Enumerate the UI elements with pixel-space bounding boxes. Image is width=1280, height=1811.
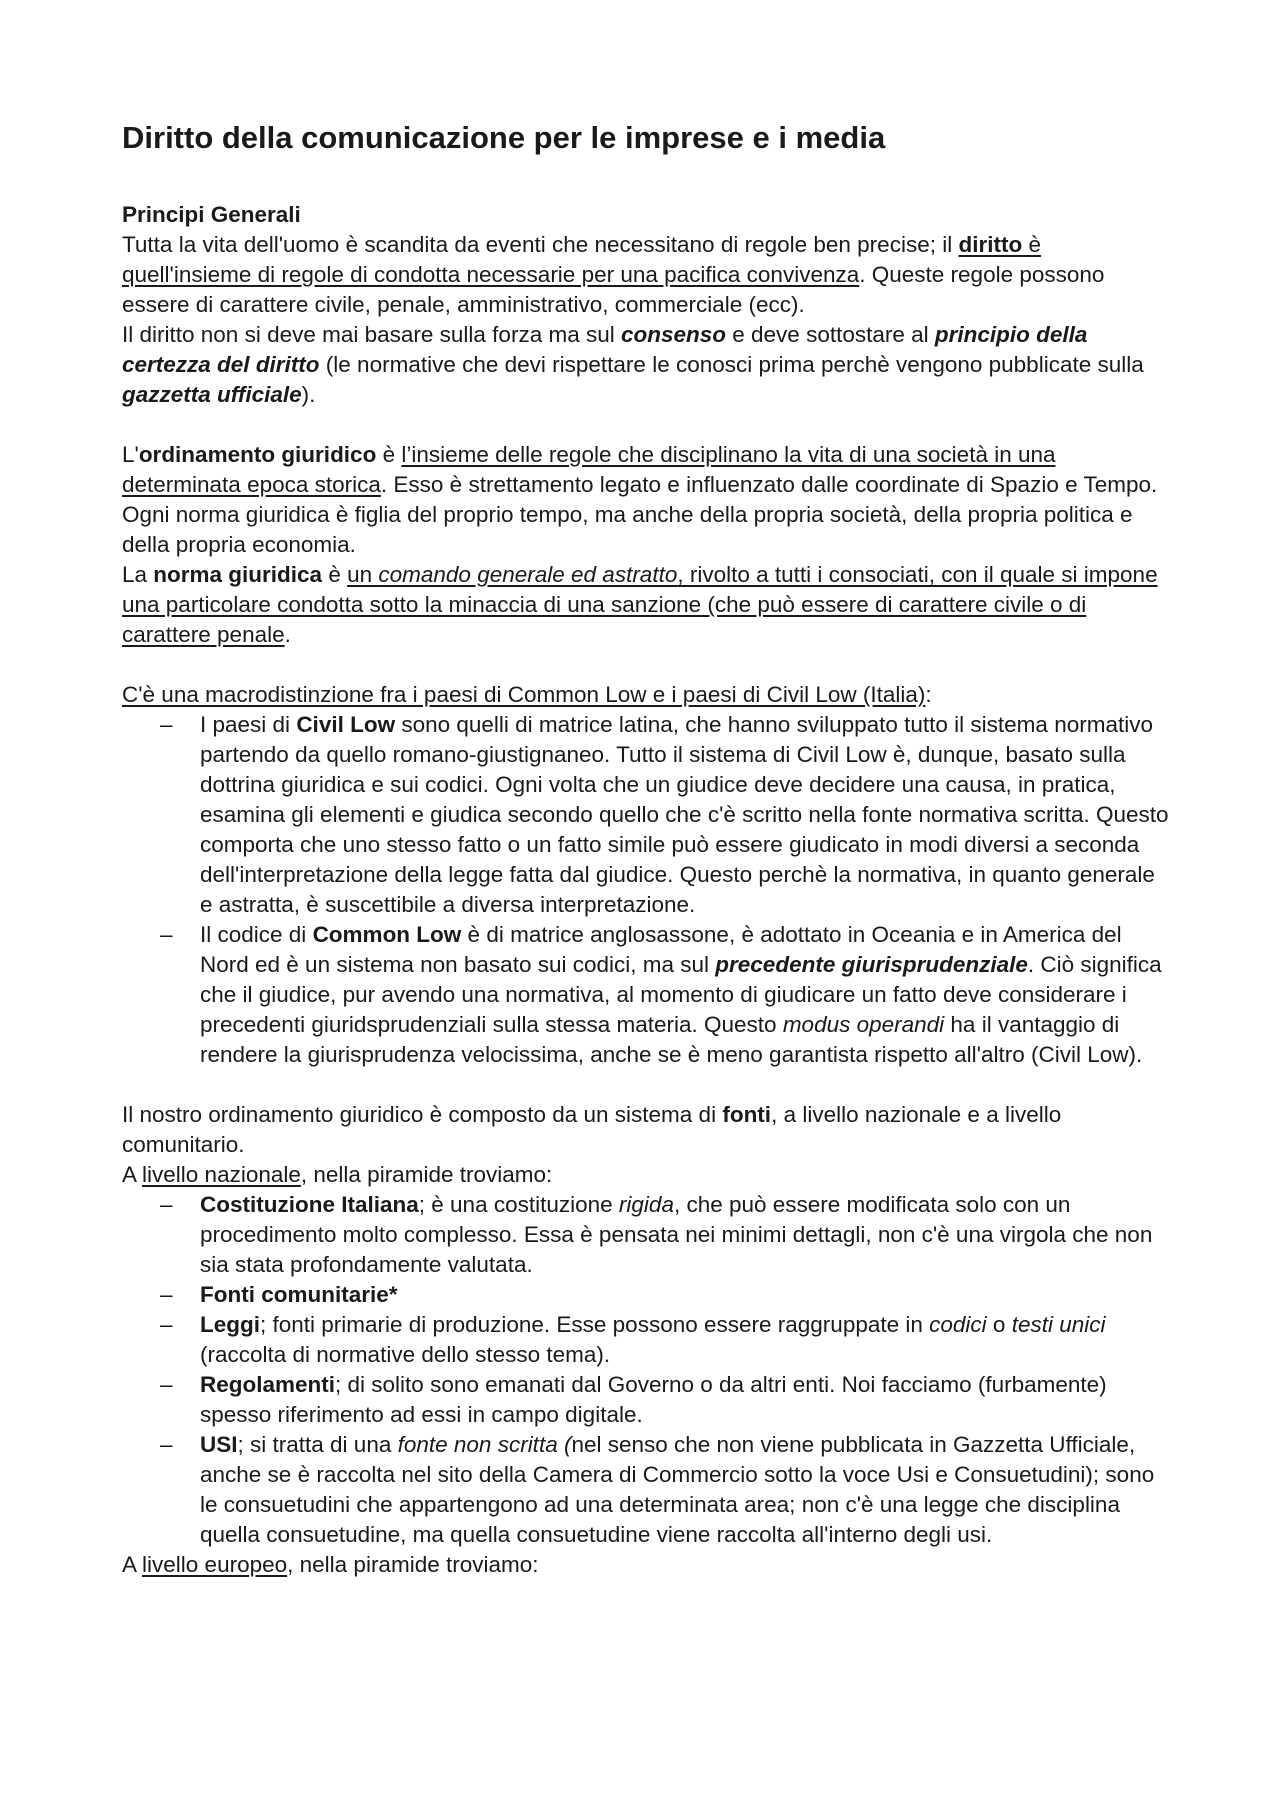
text: A xyxy=(122,1552,143,1577)
document-title: Diritto della comunicazione per le imprese e i media xyxy=(122,120,886,155)
list-item-leggi xyxy=(200,1310,1172,1370)
list-item-usi xyxy=(200,1430,1172,1550)
text: ). xyxy=(301,382,316,407)
text: è xyxy=(322,562,348,587)
livello-nazionale-label: livello nazionale xyxy=(142,1162,301,1187)
text: , a livello nazionale e a livello comunitario. xyxy=(122,1102,1062,1157)
text: Tutta la vita dell'uomo è scandita da eventi che necessitano di regole ben precise; il xyxy=(122,232,959,257)
text: . Ciò significa che il giudice, pur avendo una normativa, al momento di giudicare un fatto deve considerare i precedenti giuridsprudenziali sulla stessa materia. Questo xyxy=(200,952,1162,1037)
text: Il diritto non si deve mai basare sulla forza ma sul xyxy=(122,322,621,347)
term-rigida: rigida xyxy=(618,1192,674,1217)
term-common-low: Common Low xyxy=(312,922,462,947)
text: (raccolta di normative dello stesso tema). xyxy=(200,1342,611,1367)
text: è xyxy=(376,442,402,467)
list-item-common-low xyxy=(200,920,1172,1070)
paragraph-consenso xyxy=(122,320,1172,410)
text: Il codice di xyxy=(200,922,313,947)
paragraph-macrodistinzione xyxy=(122,680,1172,710)
definition-diritto: è quell'insieme di regole di condotta necessarie per una pacifica convivenza xyxy=(122,232,1041,287)
term-modus-operandi: modus operandi xyxy=(782,1012,945,1037)
text: è di matrice anglosassone, è adottato in Oceania e in America del Nord ed è un sistema non basato sui codici, ma sul xyxy=(200,922,1122,977)
paragraph-fonti xyxy=(122,1100,1172,1160)
definition-norma-italic: comando generale ed astratto xyxy=(378,562,678,587)
text: A xyxy=(122,1162,143,1187)
text: nel senso che non viene pubblicata in Gazzetta Ufficiale, anche se è raccolta nel sito della Camera di Commercio sotto la voce Usi e Consuetudini); sono le consuetudini che appartengono ad una determinata area; non c'è una legge che disciplina quella consuetudine, ma quella consuetudine viene raccolta all'interno degli usi. xyxy=(200,1432,1155,1547)
text: ha il vantaggio di rendere la giurisprudenza velocissima, anche se è meno garantista rispetto all'altro (Civil Low). xyxy=(200,1012,1143,1067)
term-fonte-non-scritta: fonte non scritta ( xyxy=(397,1432,572,1457)
text: . xyxy=(284,622,291,647)
term-regolamenti: Regolamenti xyxy=(200,1372,336,1397)
text: . Esso è strettamento legato e influenzato dalle coordinate di Spazio e Tempo. Ogni norma giuridica è figlia del proprio tempo, ma anche della propria società, della propria politica e della propria economia. xyxy=(122,472,1158,557)
term-costituzione: Costituzione Italiana xyxy=(200,1192,419,1217)
term-ordinamento-giuridico: ordinamento giuridico xyxy=(138,442,377,467)
law-systems-list xyxy=(122,710,1172,1070)
term-testi-unici: testi unici xyxy=(1011,1312,1106,1337)
term-consenso: consenso xyxy=(620,322,727,347)
text: (le normative che devi rispettare le conosci prima perchè vengono pubblicate sulla xyxy=(319,352,1144,377)
paragraph-diritto xyxy=(122,230,1172,320)
spacer xyxy=(122,1070,1172,1100)
list-item-fonti-comunitarie xyxy=(200,1280,1172,1310)
section-heading: Principi Generali xyxy=(122,202,301,227)
text: sono quelli di matrice latina, che hanno sviluppato tutto il sistema normativo partendo da quello romano-giustignaneo. Tutto il sistema di Civil Low è, dunque, basato sulla dottrina giuridica e sui codici. Ogni volta che un giudice deve decidere una causa, in pratica, esamina gli elementi e giudica secondo quello che c'è scritto nella fonte normativa scritta. Questo comporta che uno stesso fatto o un fatto simile può essere giudicato in modi diversi a seconda dell'interpretazione della legge fatta dal giudice. Questo perchè la normativa, in quanto generale e astratta, è suscettibile a diversa interpretazione. xyxy=(200,712,1169,917)
spacer xyxy=(122,650,1172,680)
livello-europeo-label: livello europeo xyxy=(142,1552,288,1577)
list-item-costituzione xyxy=(200,1190,1172,1280)
paragraph-norma xyxy=(122,560,1172,650)
text: I paesi di xyxy=(200,712,297,737)
definition-norma: un xyxy=(347,562,379,587)
spacer xyxy=(122,410,1172,440)
term-precedente-giurisprudenziale: precedente giurisprudenziale xyxy=(715,952,1028,977)
paragraph-livello-nazionale xyxy=(122,1160,1172,1190)
definition-norma-rest: , rivolto a tutti i consociati, con il quale si impone una particolare condotta sotto la minaccia di una sanzione (che può essere di carattere civile o di carattere penale xyxy=(122,562,1158,647)
text: ; fonti primarie di produzione. Esse possono essere raggruppate in xyxy=(260,1312,930,1337)
national-sources-list xyxy=(122,1190,1172,1550)
text: ; si tratta di una xyxy=(237,1432,398,1457)
term-civil-low: Civil Low xyxy=(296,712,396,737)
text: ; di solito sono emanati dal Governo o da altri enti. Noi facciamo (furbamente) spesso riferimento ad essi in campo digitale. xyxy=(200,1372,1107,1427)
text: , che può essere modificata solo con un procedimento molto complesso. Essa è pensata nei minimi dettagli, non c'è una virgola che non sia stata profondamente valutata. xyxy=(200,1192,1153,1277)
list-item-regolamenti xyxy=(200,1370,1172,1430)
term-fonti-comunitarie: Fonti comunitarie* xyxy=(200,1282,398,1307)
term-leggi: Leggi xyxy=(200,1312,260,1337)
term-diritto: diritto xyxy=(958,232,1023,257)
text: Il nostro ordinamento giuridico è composto da un sistema di xyxy=(122,1102,723,1127)
text: o xyxy=(986,1312,1012,1337)
paragraph-livello-europeo xyxy=(122,1550,1172,1580)
macrodistinzione-heading: C'è una macrodistinzione fra i paesi di Common Low e i paesi di Civil Low (Italia) xyxy=(122,682,926,707)
term-principio-certezza: principio della certezza del diritto xyxy=(122,322,1088,377)
term-usi: USI xyxy=(200,1432,238,1457)
text: , nella piramide troviamo: xyxy=(287,1552,539,1577)
text: : xyxy=(925,682,932,707)
text: e deve sottostare al xyxy=(726,322,935,347)
text: , nella piramide troviamo: xyxy=(300,1162,553,1187)
text: L' xyxy=(122,442,139,467)
term-norma-giuridica: norma giuridica xyxy=(153,562,323,587)
term-codici: codici xyxy=(929,1312,987,1337)
paragraph-ordinamento xyxy=(122,440,1172,560)
text: ; è una costituzione xyxy=(418,1192,619,1217)
document-body xyxy=(122,118,1172,1580)
definition-ordinamento: l’insieme delle regole che disciplinano la vita di una società in una determinata epoca storica xyxy=(122,442,1056,497)
text: . Queste regole possono essere di carattere civile, penale, amministrativo, commerciale (ecc). xyxy=(122,262,1105,317)
term-fonti: fonti xyxy=(722,1102,772,1127)
term-gazzetta-ufficiale: gazzetta ufficiale xyxy=(122,382,302,407)
text: La xyxy=(122,562,154,587)
list-item-civil-low xyxy=(200,710,1172,920)
